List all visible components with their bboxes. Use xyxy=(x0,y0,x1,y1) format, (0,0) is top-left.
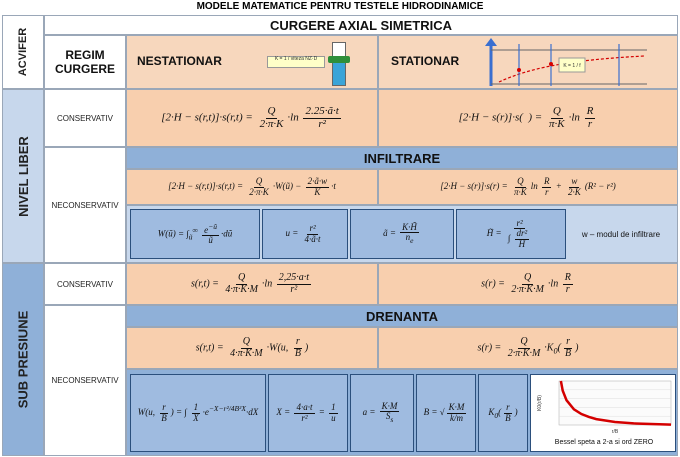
formula-f6-c: a = $\frac{K\cdot M}{S_s}$ xyxy=(362,400,398,425)
formula-f4-right: s(r) = $\frac{Q}{2\cdot\pi\cdot K\cdot M}$ ·ln $\frac{R}{r}$ xyxy=(481,272,571,295)
formula-f3-c: ã = $\frac{K\cdot H̃}{n_e}$ xyxy=(383,221,417,246)
formula-f5-left: s(r,t) = $\frac{Q}{4\cdot\pi\cdot K\cdot M}$ ·W(u, $\frac{r}{B}$ ) xyxy=(195,336,309,359)
drenanta-header: DRENANTA xyxy=(126,305,678,327)
formula-f3-d: H̃ = r² ∫ $\frac{\text{dr²}}{H}$ xyxy=(486,217,528,249)
conservativ-label-2: CONSERVATIV xyxy=(44,263,126,305)
curgere-header: CURGERE AXIAL SIMETRICA xyxy=(44,15,678,35)
formula-f6-a: W(u, $\frac{r}{B}$ ) = ∫ $\frac{1}{X}$ $\cdot e^{-X-r^2/4B^2X}\cdot dX$ xyxy=(137,402,259,423)
formula-f1-left: [2·H − s(r,t)]·s(r,t) = $\frac{Q}{2\cdot\pi\cdot K}$ ·ln $\frac{2.25\cdot ã\cdot t}{\text{r²}}$ xyxy=(161,104,339,130)
nestationar-label: NESTATIONAR xyxy=(137,54,222,68)
conservativ-label-1: CONSERVATIV xyxy=(44,89,126,147)
formula-cell-f6-e xyxy=(478,374,528,452)
formula-f6-d: B = √ $\frac{K\cdot M}{k/m}$ xyxy=(423,402,465,423)
regim-curgere-label: REGIM CURGERE xyxy=(44,35,126,89)
stationar-header xyxy=(378,35,678,89)
nivel-liber-label: NIVEL LIBER xyxy=(2,89,44,263)
formula-cell-f1-left xyxy=(126,89,378,147)
formula-f1-right: [2·H − s(r)]·s( ) = $\frac{Q}{\pi\cdot K}$ ·ln $\frac{R}{r}$ xyxy=(458,104,594,130)
formula-cell-f3-d xyxy=(456,209,566,259)
formula-f3-b: u = $\frac{\text{r²}}{4\cdot ã\cdot t}$ xyxy=(285,223,321,244)
formula-cell-f6-b xyxy=(268,374,348,452)
formula-f6-b: X = $\frac{4\cdot a\cdot t}{\text{r²}}$ = $\frac{1}{u}$ xyxy=(276,402,336,423)
bessel-chart-panel xyxy=(530,374,676,452)
formula-cell-f6-c xyxy=(350,374,414,452)
formula-f3-a: W(ũ) = $\int_ũ^\infty$ $\frac{e^{-ũ}}{ũ}$ ·dũ xyxy=(157,221,233,245)
well-sketch-icon xyxy=(332,42,346,86)
formula-cell-f2-right xyxy=(378,169,678,205)
acvifer-label: ACVIFER xyxy=(2,15,44,89)
neconservativ-label-2: NECONSERVATIV xyxy=(44,305,126,456)
formula-cell-f4-left xyxy=(126,263,378,305)
formula-f2-right: [2·H − s(r)]·s(r) = $\frac{Q}{\pi\cdot K}$ ln $\frac{R}{r}$ + $\frac{w}{2\cdot K}$ (R² − r²) xyxy=(440,176,616,197)
formula-cell-f3-b xyxy=(262,209,348,259)
formula-cell-f5-right xyxy=(378,327,678,369)
w-modul-note: w – modul de infiltrare xyxy=(581,229,661,239)
nestationar-header xyxy=(126,35,378,89)
stationar-label: STATIONAR xyxy=(391,54,460,68)
formula-f6-e: $K_0$( $\frac{r}{B}$ ) xyxy=(488,402,518,423)
bessel-chart xyxy=(531,375,677,435)
formula-cell-f1-right xyxy=(378,89,678,147)
sub-presiune-label: SUB PRESIUNE xyxy=(2,263,44,456)
formula-cell-f2-left xyxy=(126,169,378,205)
formula-f5-right: s(r) = $\frac{Q}{2\cdot\pi\cdot K\cdot M}$ $\cdot K_0$( $\frac{r}{B}$ ) xyxy=(477,336,579,359)
chart-plot-area xyxy=(559,381,671,425)
formula-cell-f4-right xyxy=(378,263,678,305)
chart-xlabel: r/B xyxy=(611,429,619,435)
formula-cell-f3-a xyxy=(130,209,260,259)
neconservativ-label-1: NECONSERVATIV xyxy=(44,147,126,263)
formula-cell-f5-left xyxy=(126,327,378,369)
sketch-formula-box: K = 1 / viteza NZ·D xyxy=(267,56,325,68)
infiltrare-header: INFILTRARE xyxy=(126,147,678,169)
formula-cell-f6-a xyxy=(130,374,266,452)
page-title: MODELE MATEMATICE PENTRU TESTELE HIDRODINAMICE xyxy=(196,1,484,12)
formula-cell-f3-c xyxy=(350,209,454,259)
bessel-caption: Bessel speta a 2-a si ord ZERO xyxy=(554,439,654,446)
formula-cell-f6-d xyxy=(416,374,476,452)
chart-ylabel: K0(r/B) xyxy=(537,395,543,411)
well-ring-icon xyxy=(328,56,350,63)
formula-f2-left: [2·H − s(r,t)]·s(r,t) = $\frac{Q}{2\cdot\pi\cdot K}$ ·W(ũ) − $\frac{2\cdot ã\cdot w}{K}$ ·t xyxy=(168,176,336,197)
formula-f4-left: s(r,t) = $\frac{Q}{4\cdot\pi\cdot K\cdot M}$ ·ln $\frac{2,25\cdot a\cdot t}{\text{r²}}$ xyxy=(191,272,309,295)
stationar-sketch-text: K = 1 / f xyxy=(563,63,581,69)
